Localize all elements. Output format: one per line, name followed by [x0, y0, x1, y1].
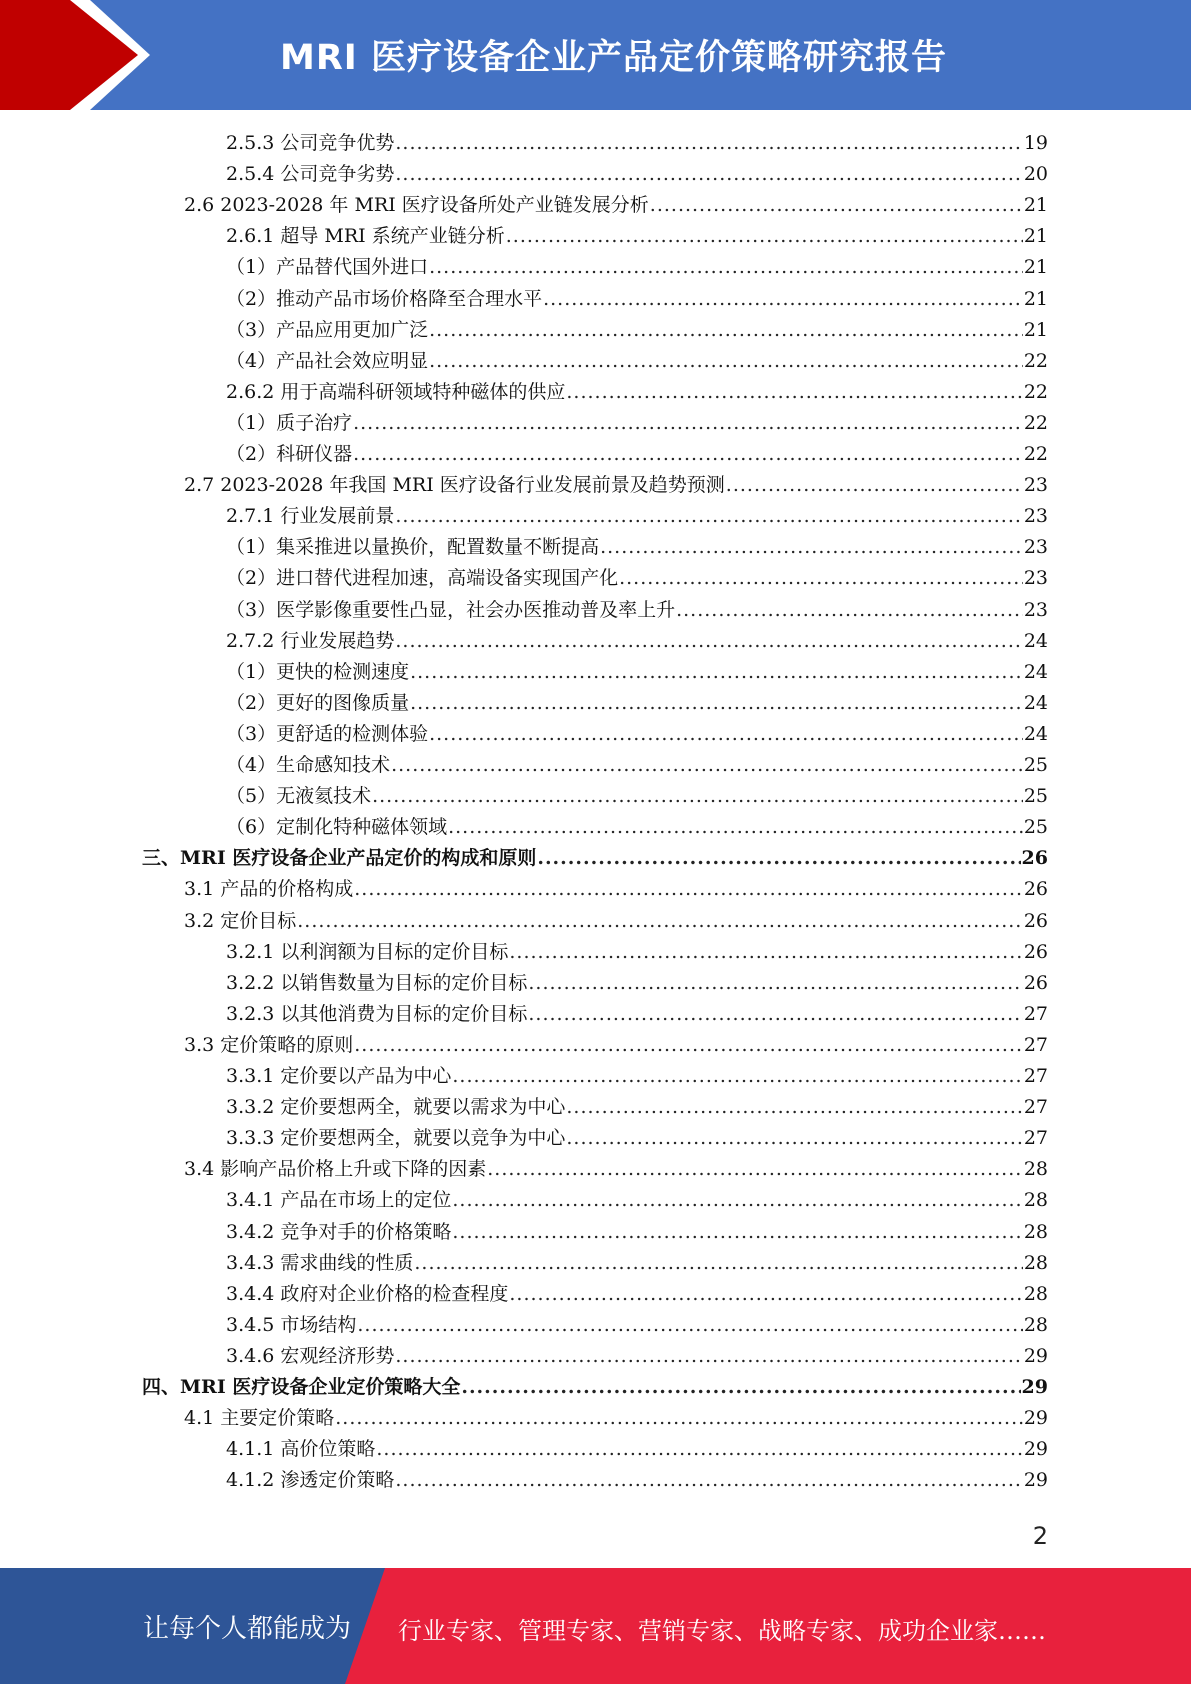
- toc-entry-page: 27: [1023, 1065, 1048, 1087]
- toc-entry[interactable]: [226, 563, 1048, 594]
- toc-entry-page: 28: [1023, 1282, 1048, 1305]
- toc-dot-leader: [566, 1092, 1022, 1123]
- toc-entry-page: 24: [1023, 629, 1048, 652]
- toc-dot-leader: [509, 1279, 1022, 1310]
- toc-entry-title: （2）进口替代进程加速，高端设备实现国产化: [226, 567, 619, 590]
- toc-entry-page: 29: [1023, 1469, 1048, 1492]
- toc-entry[interactable]: [226, 221, 1048, 252]
- toc-entry-title: 2.5.3 公司竞争优势: [226, 132, 395, 154]
- toc-dot-leader: [429, 252, 1023, 283]
- toc-entry[interactable]: [226, 626, 1048, 657]
- toc-entry-title: （1）质子治疗: [226, 411, 353, 434]
- toc-entry-page: 27: [1023, 1096, 1048, 1119]
- toc-entry-page: 24: [1023, 691, 1048, 714]
- toc-entry-page: 21: [1023, 287, 1048, 310]
- toc-dot-leader: [537, 843, 1020, 874]
- toc-dot-leader: [619, 563, 1023, 594]
- toc-entry-title: 3.4.6 宏观经济形势: [226, 1344, 395, 1367]
- toc-entry-page: 28: [1023, 1189, 1048, 1212]
- toc-entry-title: 3.1 产品的价格构成: [184, 878, 354, 901]
- toc-dot-leader: [487, 1154, 1023, 1185]
- toc-dot-leader: [395, 1341, 1022, 1372]
- toc-entry[interactable]: [142, 1372, 1048, 1403]
- toc-dot-leader: [448, 812, 1023, 843]
- toc-entry[interactable]: [226, 968, 1048, 999]
- toc-entry[interactable]: [226, 346, 1048, 377]
- toc-entry-title: （1）更快的检测速度: [226, 660, 410, 683]
- toc-entry-page: 26: [1023, 971, 1048, 994]
- toc-entry-title: （2）推动产品市场价格降至合理水平: [226, 287, 543, 310]
- toc-entry-page: 22: [1023, 411, 1048, 434]
- toc-dot-leader: [391, 750, 1023, 781]
- page-number: 2: [1032, 1522, 1048, 1550]
- toc-entry-title: （5）无液氦技术: [226, 785, 372, 808]
- toc-entry[interactable]: [226, 1185, 1048, 1216]
- toc-entry[interactable]: [184, 906, 1048, 937]
- toc-entry[interactable]: [226, 159, 1048, 190]
- toc-dot-leader: [429, 315, 1023, 346]
- toc-entry-page: 19: [1023, 132, 1048, 154]
- toc-entry-page: 27: [1023, 1002, 1048, 1025]
- toc-dot-leader: [353, 439, 1023, 470]
- toc-entry-page: 29: [1021, 1376, 1048, 1398]
- toc-entry[interactable]: [226, 128, 1048, 159]
- toc-entry-title: （4）产品社会效应明显: [226, 349, 429, 372]
- toc-entry[interactable]: [226, 595, 1048, 626]
- toc-entry-title: 3.2.2 以销售数量为目标的定价目标: [226, 971, 528, 994]
- toc-entry-title: 2.6 2023-2028 年 MRI 医疗设备所处产业链发展分析: [184, 194, 649, 217]
- toc-entry[interactable]: [184, 470, 1048, 501]
- toc-dot-leader: [372, 781, 1023, 812]
- toc-entry-title: 2.5.4 公司竞争劣势: [226, 163, 395, 186]
- toc-entry-title: 3.3 定价策略的原则: [184, 1033, 354, 1056]
- toc-entry-page: 25: [1023, 754, 1048, 776]
- toc-entry-page: 28: [1023, 1158, 1048, 1181]
- toc-dot-leader: [297, 906, 1023, 937]
- toc-entry-page: 26: [1023, 940, 1048, 963]
- footer-slogan-right: 行业专家、管理专家、营销专家、战略专家、成功企业家……: [398, 1617, 1046, 1645]
- toc-entry-title: （1）产品替代国外进口: [226, 256, 429, 279]
- toc-entry-title: 3.2 定价目标: [184, 909, 297, 932]
- toc-dot-leader: [395, 626, 1022, 657]
- toc-entry[interactable]: [226, 284, 1048, 315]
- toc-entry-page: 21: [1023, 318, 1048, 341]
- toc-entry-title: 3.3.3 定价要想两全，就要以竞争为中心: [226, 1127, 566, 1150]
- toc-dot-leader: [650, 190, 1023, 221]
- toc-entry[interactable]: [226, 719, 1048, 750]
- toc-entry-title: 三、MRI 医疗设备企业产品定价的构成和原则: [142, 847, 537, 870]
- toc-entry[interactable]: [226, 1310, 1048, 1341]
- toc-dot-leader: [452, 1185, 1022, 1216]
- toc-dot-leader: [395, 1465, 1022, 1496]
- toc-entry[interactable]: [184, 1030, 1048, 1061]
- toc-entry[interactable]: [226, 439, 1048, 470]
- toc-entry-page: 21: [1023, 194, 1048, 217]
- page-header: [0, 0, 1191, 110]
- toc-entry-title: 3.4 影响产品价格上升或下降的因素: [184, 1158, 487, 1181]
- toc-entry[interactable]: [226, 937, 1048, 968]
- toc-entry-title: 2.7.2 行业发展趋势: [226, 629, 395, 652]
- toc-entry-title: 3.4.5 市场结构: [226, 1313, 357, 1336]
- toc-entry[interactable]: [226, 501, 1048, 532]
- toc-entry[interactable]: [226, 1123, 1048, 1154]
- toc-entry-page: 25: [1023, 785, 1048, 808]
- toc-dot-leader: [461, 1372, 1020, 1403]
- toc-entry-title: （1）集采推进以量换价，配置数量不断提高: [226, 536, 600, 559]
- toc-entry[interactable]: [184, 874, 1048, 905]
- toc-entry-page: 23: [1023, 567, 1048, 590]
- toc-entry[interactable]: [226, 1279, 1048, 1310]
- toc-entry-page: 29: [1023, 1407, 1048, 1430]
- toc-entry[interactable]: [142, 843, 1048, 874]
- toc-dot-leader: [528, 968, 1022, 999]
- toc-entry[interactable]: [184, 190, 1048, 221]
- toc-dot-leader: [395, 501, 1022, 532]
- toc-dot-leader: [506, 221, 1023, 252]
- toc-entry-title: （3）产品应用更加广泛: [226, 318, 429, 341]
- toc-dot-leader: [543, 284, 1023, 315]
- toc-entry[interactable]: [226, 1341, 1048, 1372]
- toc-entry-page: 23: [1023, 536, 1048, 559]
- toc-entry-title: 3.3.2 定价要想两全，就要以需求为中心: [226, 1096, 566, 1119]
- toc-entry-page: 26: [1023, 878, 1048, 901]
- page-footer: [0, 1568, 1191, 1684]
- report-title: MRI 医疗设备企业产品定价策略研究报告: [280, 38, 947, 78]
- toc-entry-page: 22: [1023, 380, 1048, 403]
- toc-entry-page: 23: [1023, 505, 1048, 528]
- toc-dot-leader: [452, 1061, 1022, 1092]
- toc-dot-leader: [354, 874, 1023, 905]
- toc-entry-page: 27: [1023, 1033, 1048, 1056]
- toc-dot-leader: [452, 1217, 1022, 1248]
- toc-entry[interactable]: [226, 999, 1048, 1030]
- toc-dot-leader: [357, 1310, 1022, 1341]
- toc-entry[interactable]: [226, 1061, 1048, 1092]
- toc-dot-leader: [509, 937, 1022, 968]
- footer-slogan-left: 让每个人都能成为: [143, 1614, 352, 1644]
- toc-entry-page: 28: [1023, 1313, 1048, 1336]
- toc-dot-leader: [410, 688, 1023, 719]
- toc-dot-leader: [600, 532, 1023, 563]
- toc-entry-title: 3.4.1 产品在市场上的定位: [226, 1189, 452, 1212]
- toc-dot-leader: [566, 1123, 1022, 1154]
- toc-dot-leader: [528, 999, 1022, 1030]
- toc-entry[interactable]: [226, 1434, 1048, 1465]
- toc-entry[interactable]: [226, 750, 1048, 781]
- toc-entry-title: 2.6.1 超导 MRI 系统产业链分析: [226, 225, 505, 248]
- toc-dot-leader: [353, 408, 1023, 439]
- toc-entry[interactable]: [226, 781, 1048, 812]
- toc-entry-page: 23: [1023, 474, 1048, 497]
- toc-entry-page: 25: [1023, 816, 1048, 839]
- toc-entry-title: （3）更舒适的检测体验: [226, 722, 429, 745]
- toc-dot-leader: [414, 1248, 1022, 1279]
- toc-entry-title: 2.7 2023-2028 年我国 MRI 医疗设备行业发展前景及趋势预测: [184, 474, 725, 497]
- toc-dot-leader: [566, 377, 1022, 408]
- toc-entry-page: 24: [1023, 660, 1048, 683]
- toc-entry-title: 3.3.1 定价要以产品为中心: [226, 1065, 452, 1087]
- toc-dot-leader: [335, 1403, 1023, 1434]
- toc-entry[interactable]: [226, 1465, 1048, 1496]
- toc-dot-leader: [395, 128, 1022, 159]
- toc-entry-title: 2.7.1 行业发展前景: [226, 505, 395, 528]
- toc-entry-title: 3.4.2 竞争对手的价格策略: [226, 1220, 452, 1243]
- toc-entry[interactable]: [226, 1248, 1048, 1279]
- toc-dot-leader: [726, 470, 1023, 501]
- toc-entry-title: 3.4.3 需求曲线的性质: [226, 1251, 414, 1274]
- toc-entry-page: 26: [1021, 847, 1048, 870]
- toc-entry-title: 4.1 主要定价策略: [184, 1407, 335, 1430]
- toc-entry[interactable]: [226, 532, 1048, 563]
- toc-entry-title: 四、MRI 医疗设备企业定价策略大全: [142, 1376, 461, 1398]
- toc-entry-title: 4.1.1 高价位策略: [226, 1438, 376, 1461]
- toc-entry[interactable]: [226, 1092, 1048, 1123]
- toc-entry-page: 22: [1023, 443, 1048, 465]
- toc-entry-title: （6）定制化特种磁体领域: [226, 816, 448, 839]
- toc-entry-page: 24: [1023, 722, 1048, 745]
- toc-entry-page: 26: [1023, 909, 1048, 932]
- toc-entry-page: 21: [1023, 225, 1048, 248]
- toc-entry-title: 3.2.3 以其他消费为目标的定价目标: [226, 1002, 528, 1025]
- toc-entry-title: （2）更好的图像质量: [226, 691, 410, 714]
- toc-entry-page: 28: [1023, 1251, 1048, 1274]
- toc-entry-page: 23: [1023, 598, 1048, 621]
- header-red-chevron-decoration: [0, 0, 140, 110]
- toc-entry[interactable]: [226, 377, 1048, 408]
- toc-entry-page: 28: [1023, 1220, 1048, 1243]
- toc-entry-page: 20: [1023, 163, 1048, 186]
- toc-entry-title: 3.2.1 以利润额为目标的定价目标: [226, 940, 509, 963]
- toc-entry-page: 27: [1023, 1127, 1048, 1150]
- toc-entry-title: （2）科研仪器: [226, 443, 353, 465]
- toc-entry[interactable]: [226, 1217, 1048, 1248]
- toc-entry[interactable]: [226, 408, 1048, 439]
- toc-entry-page: 29: [1023, 1344, 1048, 1367]
- toc-entry[interactable]: [226, 812, 1048, 843]
- toc-entry[interactable]: [184, 1403, 1048, 1434]
- toc-entry-title: 2.6.2 用于高端科研领域特种磁体的供应: [226, 380, 566, 403]
- toc-entry-page: 22: [1023, 349, 1048, 372]
- toc-dot-leader: [429, 719, 1023, 750]
- toc-dot-leader: [395, 159, 1022, 190]
- toc-dot-leader: [410, 657, 1023, 688]
- toc-entry[interactable]: [226, 657, 1048, 688]
- toc-entry-title: （4）生命感知技术: [226, 754, 391, 776]
- toc-dot-leader: [354, 1030, 1023, 1061]
- toc-entry-page: 21: [1023, 256, 1048, 279]
- toc-entry-page: 29: [1023, 1438, 1048, 1461]
- toc-entry[interactable]: [226, 315, 1048, 346]
- toc-entry-title: 3.4.4 政府对企业价格的检查程度: [226, 1282, 509, 1305]
- toc-entry[interactable]: [226, 252, 1048, 283]
- toc-entry-title: 4.1.2 渗透定价策略: [226, 1469, 395, 1492]
- toc-dot-leader: [429, 346, 1023, 377]
- toc-entry[interactable]: [184, 1154, 1048, 1185]
- toc-entry[interactable]: [226, 688, 1048, 719]
- toc-entry-title: （3）医学影像重要性凸显，社会办医推动普及率上升: [226, 598, 676, 621]
- toc-dot-leader: [676, 595, 1023, 626]
- toc-dot-leader: [376, 1434, 1022, 1465]
